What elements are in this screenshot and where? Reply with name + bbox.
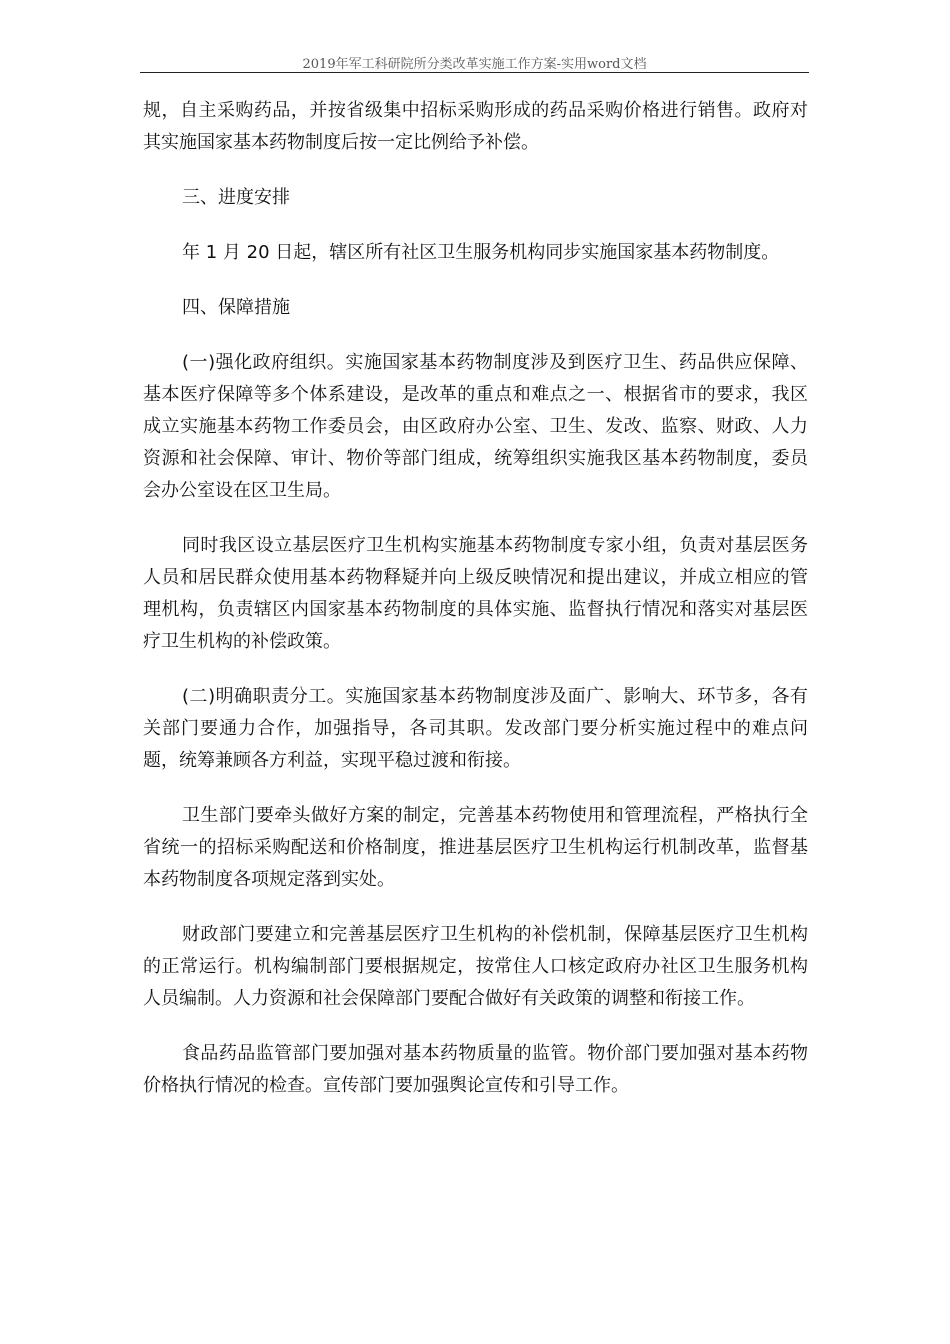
paragraph-expert-group: 同时我区设立基层医疗卫生机构实施基本药物制度专家小组，负责对基层医务人员和居民群众使用基本药物释疑并向上级反映情况和提出建议，并成立相应的管理机构，负责辖区内国家基本药物制度的具体实施、监督执行情况和落实对基层医疗卫生机构的补偿政策。 xyxy=(143,535,808,652)
document-body xyxy=(143,95,808,1102)
paragraph-continuation: 规，自主采购药品，并按省级集中招标采购形成的药品采购价格进行销售。政府对其实施国家基本药物制度后按一定比例给予补偿。 xyxy=(143,100,808,153)
paragraph-food-drug-supervision: 食品药品监管部门要加强对基本药物质量的监管。物价部门要加强对基本药物价格执行情况的检查。宣传部门要加强舆论宣传和引导工作。 xyxy=(143,1043,808,1096)
paragraph-finance-department: 财政部门要建立和完善基层医疗卫生机构的补偿机制，保障基层医疗卫生机构的正常运行。机构编制部门要根据规定，按常住人口核定政府办社区卫生服务机构人员编制。人力资源和社会保障部门要配合做好有关政策的调整和衔接工作。 xyxy=(143,924,808,1009)
paragraph-government-organization: (一)强化政府组织。实施国家基本药物制度涉及到医疗卫生、药品供应保障、基本医疗保障等多个体系建设，是改革的重点和难点之一、根据省市的要求，我区成立实施基本药物工作委员会，由区政府办公室、卫生、发改、监察、财政、人力资源和社会保障、审计、物价等部门组成，统筹组织实施我区基本药物制度，委员会办公室设在区卫生局。 xyxy=(143,352,808,501)
section-heading-schedule: 三、进度安排 xyxy=(182,187,290,208)
paragraph-health-department: 卫生部门要牵头做好方案的制定，完善基本药物使用和管理流程，严格执行全省统一的招标采购配送和价格制度，推进基层医疗卫生机构运行机制改革，监督基本药物制度各项规定落到实处。 xyxy=(143,805,808,890)
paragraph-responsibilities: (二)明确职责分工。实施国家基本药物制度涉及面广、影响大、环节多，各有关部门要通力合作，加强指导，各司其职。发改部门要分析实施过程中的难点问题，统筹兼顾各方利益，实现平稳过渡和衔接。 xyxy=(143,686,808,771)
paragraph-schedule: 年 1 月 20 日起，辖区所有社区卫生服务机构同步实施国家基本药物制度。 xyxy=(182,242,780,263)
section-heading-safeguards: 四、保障措施 xyxy=(182,297,290,318)
header-divider xyxy=(140,72,809,73)
page-header: 2019年军工科研院所分类改革实施工作方案-实用word文档 xyxy=(302,57,647,72)
